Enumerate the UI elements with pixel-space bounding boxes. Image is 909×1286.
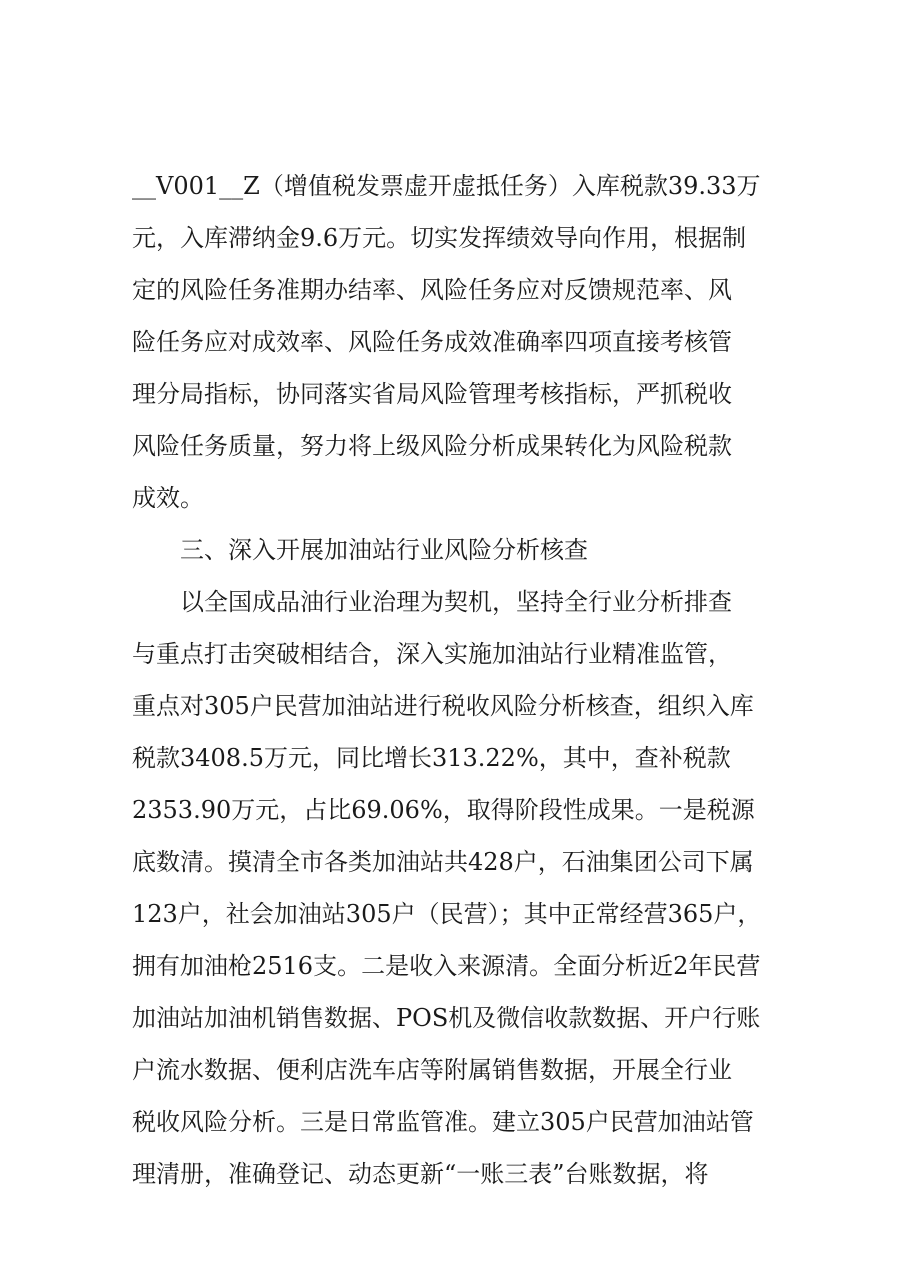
line-text: 123户，社会加油站305户（民营）；其中正常经营365户， — [132, 900, 762, 928]
paragraph-line — [0, 784, 909, 836]
line-text: 加油站加油机销售数据、POS机及微信收款数据、开户行账 — [132, 1004, 761, 1032]
paragraph-line — [0, 940, 909, 992]
paragraph-line — [0, 576, 909, 628]
paragraph-line — [0, 264, 909, 316]
line-text: 元，入库滞纳金9.6万元。切实发挥绩效导向作用，根据制 — [132, 224, 747, 252]
line-text: 税收风险分析。三是日常监管准。建立305户民营加油站管 — [132, 1108, 754, 1136]
paragraph-line — [0, 992, 909, 1044]
paragraph-line — [0, 160, 909, 212]
line-text: 2353.90万元，占比69.06%，取得阶段性成果。一是税源 — [132, 796, 755, 824]
line-text: 风险任务质量，努力将上级风险分析成果转化为风险税款 — [132, 432, 732, 460]
line-text: 定的风险任务准期办结率、风险任务应对反馈规范率、风 — [132, 276, 732, 304]
paragraph-line — [0, 836, 909, 888]
line-text: 税款3408.5万元，同比增长313.22%，其中，查补税款 — [132, 744, 731, 772]
line-text: 底数清。摸清全市各类加油站共428户，石油集团公司下属 — [132, 848, 754, 876]
paragraph-line — [0, 368, 909, 420]
paragraph-line — [0, 888, 909, 940]
line-text: 户流水数据、便利店洗车店等附属销售数据，开展全行业 — [132, 1056, 732, 1084]
line-text: 成效。 — [132, 484, 204, 512]
line-text: __V001__Z（增值税发票虚开虚抵任务）入库税款39.33万 — [132, 172, 761, 200]
line-text: 重点对305户民营加油站进行税收风险分析核查，组织入库 — [132, 692, 754, 720]
paragraph-line — [0, 628, 909, 680]
line-text: 险任务应对成效率、风险任务成效准确率四项直接考核管 — [132, 328, 732, 356]
paragraph-line — [0, 316, 909, 368]
line-text: 理清册，准确登记、动态更新“一账三表”台账数据，将 — [132, 1160, 709, 1188]
line-text: 理分局指标，协同落实省局风险管理考核指标，严抓税收 — [132, 380, 732, 408]
paragraph-line — [0, 1044, 909, 1096]
paragraph-line — [0, 680, 909, 732]
paragraph-line — [0, 420, 909, 472]
line-text: 与重点打击突破相结合，深入实施加油站行业精准监管， — [132, 640, 732, 668]
section-heading-text: 三、深入开展加油站行业风险分析核查 — [180, 536, 588, 564]
line-text: 拥有加油枪2516支。二是收入来源清。全面分析近2年民营 — [132, 952, 761, 980]
section-heading — [0, 524, 909, 576]
paragraph-line — [0, 732, 909, 784]
paragraph-line — [0, 212, 909, 264]
line-text: 以全国成品油行业治理为契机，坚持全行业分析排查 — [180, 588, 732, 616]
paragraph-line — [0, 1096, 909, 1148]
paragraph-line — [0, 472, 909, 524]
paragraph-line — [0, 1148, 909, 1200]
